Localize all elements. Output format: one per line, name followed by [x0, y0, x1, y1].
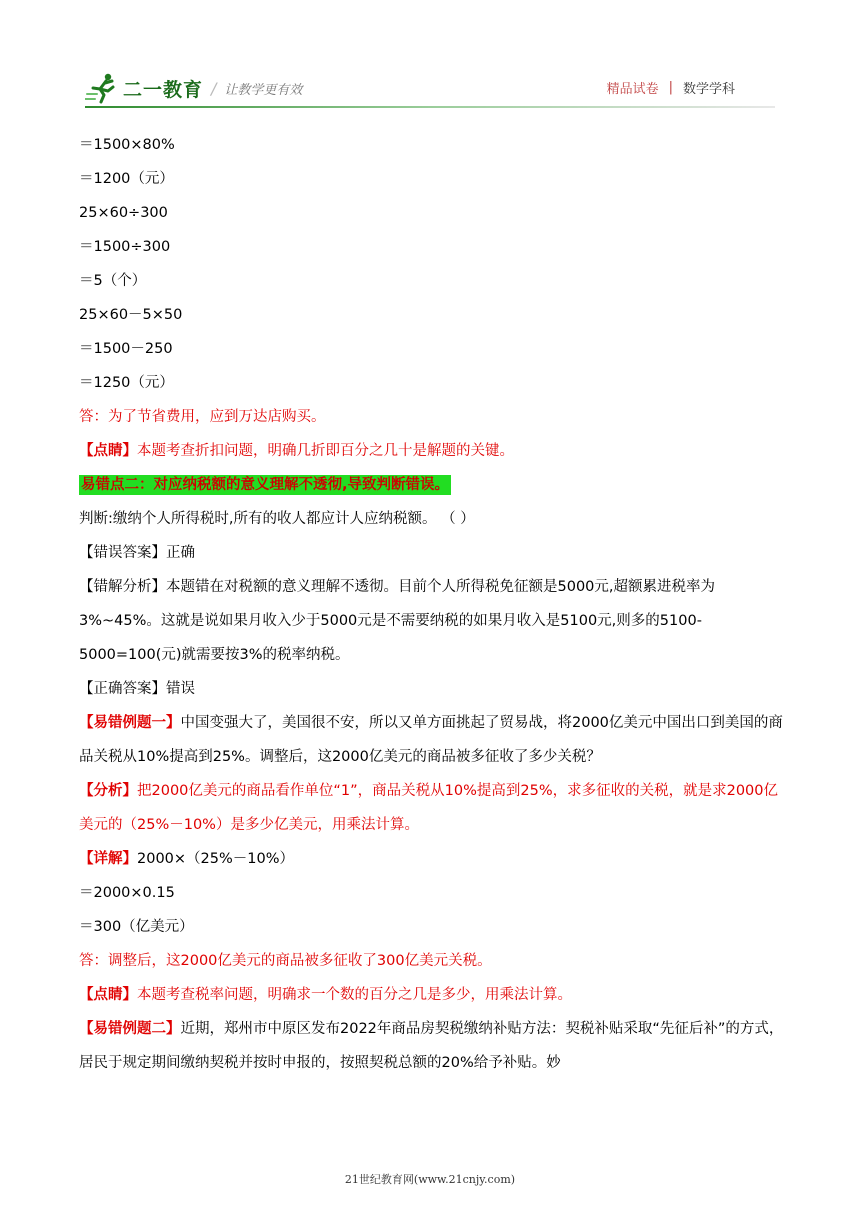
calc-line: 25×60÷300	[79, 205, 168, 221]
note-line	[79, 434, 784, 468]
section-heading-line	[79, 468, 784, 502]
calc-line: ＝1200（元）	[79, 171, 174, 187]
logo-name: 二一教育	[123, 78, 204, 101]
analysis-paragraph	[79, 774, 784, 842]
header-rule	[85, 106, 775, 108]
solution-line	[79, 842, 784, 876]
note-label: 【点睛】	[79, 443, 137, 459]
calc-line: ＝1500－250	[79, 341, 173, 357]
logo-separator: /	[211, 78, 217, 98]
analysis-text: 把2000亿美元的商品看作单位“1”，商品关税从10%提高到25%，求多征收的关税，就是求2000亿美元的（25%－10%）是多少亿美元，用乘法计算。	[79, 783, 779, 833]
page-footer: 21世纪教育网(www.21cnjy.com)	[344, 1173, 516, 1186]
solution-text: 2000×（25%－10%）	[137, 851, 295, 867]
example-one-label: 【易错例题一】	[79, 715, 181, 731]
logo-slogan: 让教学更有效	[224, 82, 303, 98]
page-header	[85, 70, 775, 106]
note-label: 【点睛】	[79, 987, 137, 1003]
answer-line: 答：为了节省费用，应到万达店购买。	[79, 409, 326, 425]
example-two-paragraph	[79, 1012, 784, 1080]
document-body	[79, 128, 784, 1080]
correct-answer-line: 【正确答案】错误	[79, 681, 195, 697]
note-text: 本题考查税率问题，明确求一个数的百分之几是多少，用乘法计算。	[137, 987, 572, 1003]
note-text: 本题考查折扣问题，明确几折即百分之几十是解题的关键。	[137, 443, 514, 459]
solution-label: 【详解】	[79, 851, 137, 867]
calc-line: ＝1500÷300	[79, 239, 171, 255]
header-divider: |	[668, 80, 673, 95]
section-heading: 易错点二：对应纳税额的意义理解不透彻,导致判断错误。	[81, 477, 450, 493]
calc-line: ＝1500×80%	[79, 137, 175, 153]
wrong-answer-line: 【错误答案】正确	[79, 545, 195, 561]
logo	[85, 70, 302, 106]
header-right	[607, 78, 735, 97]
question-line: 判断:缴纳个人所得税时,所有的收人都应计人应纳税额。 （ ）	[79, 511, 475, 527]
calc-line: 25×60－5×50	[79, 307, 183, 323]
runner-icon	[85, 72, 121, 104]
calc-line: ＝2000×0.15	[79, 885, 175, 901]
subject-label: 数学学科	[682, 82, 735, 97]
example-two-text: 近期，郑州市中原区发布2022年商品房契税缴纳补贴方法：契税补贴采取“先征后补”的方式，居民于规定期间缴纳契税并按时申报的，按照契税总额的20%给予补贴。妙	[79, 1021, 784, 1071]
calc-line: ＝300（亿美元）	[79, 919, 194, 935]
calc-line: ＝1250（元）	[79, 375, 174, 391]
answer-line: 答：调整后，这2000亿美元的商品被多征收了300亿美元关税。	[79, 953, 492, 969]
example-one-text: 中国变强大了，美国很不安，所以又单方面挑起了贸易战，将2000亿美元中国出口到美国的商品关税从10%提高到25%。调整后，这2000亿美元的商品被多征收了多少关税？	[79, 715, 783, 765]
note-line	[79, 978, 784, 1012]
example-two-label: 【易错例题二】	[79, 1021, 181, 1037]
error-analysis-paragraph: 【错解分析】本题错在对税额的意义理解不透彻。目前个人所得税免征额是5000元,超额累进税率为3%~45%。这就是说如果月收入少于5000元是不需要纳税的如果月收入是5100元,则多的5100-5000=100(元)就需要按3%的税率纳税。	[79, 579, 716, 663]
analysis-label: 【分析】	[79, 783, 137, 799]
calc-line: ＝5（个）	[79, 273, 147, 289]
quality-label: 精品试卷	[606, 82, 659, 97]
example-one-paragraph	[79, 706, 784, 774]
